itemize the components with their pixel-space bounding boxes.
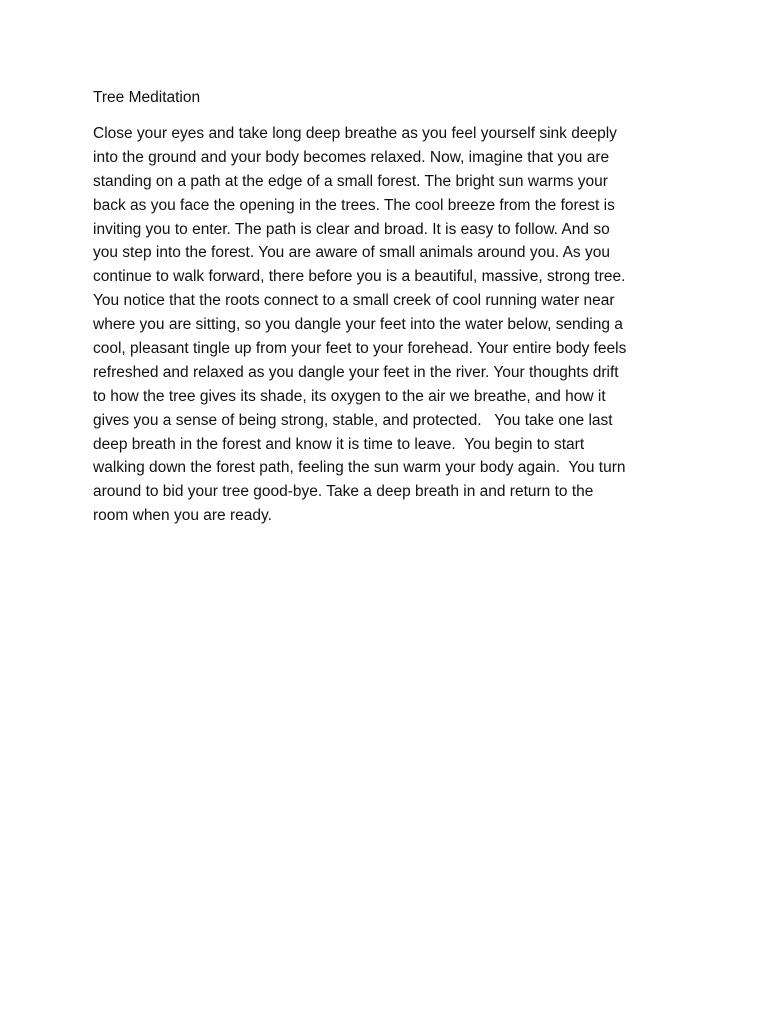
body-line-8: You notice that the roots connect to a small creek of cool running water near [93, 292, 615, 310]
body-line-13: gives you a sense of being strong, stable, and protected. You take one last [93, 411, 613, 429]
body-line-2: into the ground and your body becomes relaxed. Now, imagine that you are [93, 148, 610, 166]
body-line-7: continue to walk forward, there before you is a beautiful, massive, strong tree. [93, 268, 626, 286]
body-line-1: Close your eyes and take long deep breathe as you feel yourself sink deeply [93, 125, 617, 142]
document-title: Tree Meditation [93, 89, 201, 106]
body-line-11: refreshed and relaxed as you dangle your feet in the river. Your thoughts drift [93, 363, 619, 381]
body-line-4: back as you face the opening in the trees. The cool breeze from the forest is [93, 196, 615, 214]
body-line-14: deep breath in the forest and know it is time to leave. You begin to start [93, 435, 585, 453]
body-line-9: where you are sitting, so you dangle your feet into the water below, sending a [93, 316, 623, 334]
body-line-5: inviting you to enter. The path is clear and broad. It is easy to follow. And so [93, 220, 610, 238]
body-line-3: standing on a path at the edge of a small forest. The bright sun warms your [93, 172, 608, 190]
body-line-6: you step into the forest. You are aware of small animals around you. As you [93, 244, 610, 262]
document-body [93, 122, 693, 528]
body-line-12: to how the tree gives its shade, its oxygen to the air we breathe, and how it [93, 387, 606, 405]
body-line-10: cool, pleasant tingle up from your feet to your forehead. Your entire body feels [93, 340, 627, 358]
body-line-16: around to bid your tree good-bye. Take a deep breath in and return to the [93, 483, 594, 501]
body-line-17: room when you are ready. [93, 507, 272, 525]
body-line-15: walking down the forest path, feeling the sun warm your body again. You turn [93, 459, 626, 477]
